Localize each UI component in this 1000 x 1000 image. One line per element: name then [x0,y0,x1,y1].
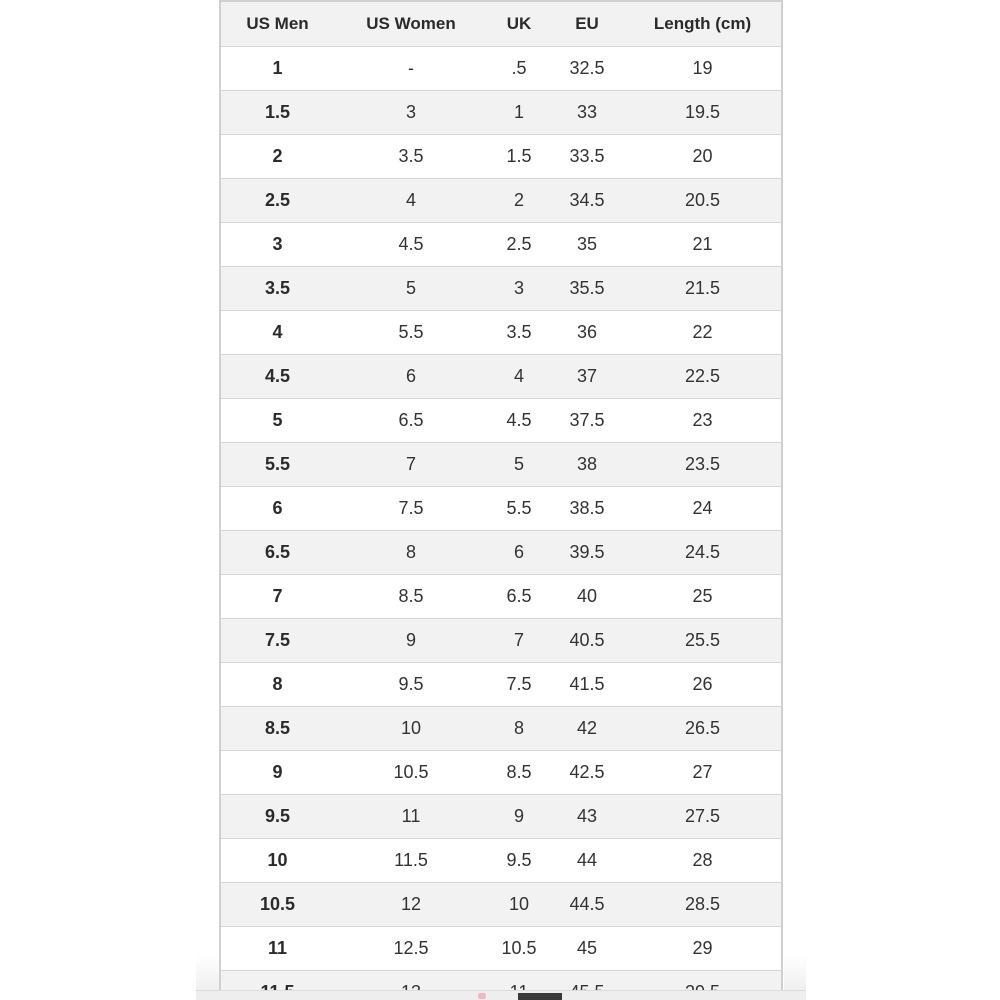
cell-us-men: 5 [221,399,334,443]
cell-us-men: 5.5 [221,443,334,487]
cell-us-men: 3 [221,223,334,267]
cell-length-cm: 24 [624,487,781,531]
cell-us-women: 7 [334,443,488,487]
table-row [221,443,781,487]
cell-length-cm: 22.5 [624,355,781,399]
toolbar-button-fragment [518,993,562,1000]
cell-length-cm: 29 [624,927,781,971]
cell-us-men: 10 [221,839,334,883]
cell-eu: 39.5 [550,531,624,575]
cell-length-cm: 20 [624,135,781,179]
table-body [221,47,781,1000]
cell-uk: 2 [488,179,550,223]
cell-eu: 42 [550,707,624,751]
table-row [221,575,781,619]
table-row [221,91,781,135]
cell-us-women: 10.5 [334,751,488,795]
table-row [221,883,781,927]
table-row [221,47,781,91]
cell-us-women: 12.5 [334,927,488,971]
cell-eu: 40.5 [550,619,624,663]
cell-length-cm: 27 [624,751,781,795]
table-row [221,619,781,663]
cell-eu: 41.5 [550,663,624,707]
cell-eu: 44 [550,839,624,883]
table-row [221,795,781,839]
cell-eu: 38 [550,443,624,487]
table-row [221,531,781,575]
cell-us-women: 9 [334,619,488,663]
cell-length-cm: 25 [624,575,781,619]
cell-eu: 36 [550,311,624,355]
cell-us-men: 6 [221,487,334,531]
cell-uk: 10 [488,883,550,927]
cell-uk: 10.5 [488,927,550,971]
cell-us-men: 11 [221,927,334,971]
cell-us-women: 4 [334,179,488,223]
cell-us-men: 1.5 [221,91,334,135]
cell-us-women: 4.5 [334,223,488,267]
cell-us-men: 8 [221,663,334,707]
table-row [221,399,781,443]
cell-us-men: 7.5 [221,619,334,663]
cell-us-men: 1 [221,47,334,91]
table-row [221,839,781,883]
cell-eu: 32.5 [550,47,624,91]
cell-us-men: 2.5 [221,179,334,223]
header-uk: UK [488,1,550,47]
size-chart [219,0,783,1000]
cell-uk: 9.5 [488,839,550,883]
cell-us-men: 2 [221,135,334,179]
cell-eu: 40 [550,575,624,619]
cell-eu: 37 [550,355,624,399]
cell-length-cm: 25.5 [624,619,781,663]
cell-length-cm: 28 [624,839,781,883]
cell-eu: 35 [550,223,624,267]
cell-us-men: 8.5 [221,707,334,751]
table-row [221,223,781,267]
header-row [221,1,781,47]
cell-eu: 42.5 [550,751,624,795]
cell-uk: 3 [488,267,550,311]
cell-us-women: 11 [334,795,488,839]
cell-uk: 2.5 [488,223,550,267]
table-row [221,311,781,355]
size-table [221,0,781,1000]
cell-uk: 4.5 [488,399,550,443]
cell-length-cm: 26 [624,663,781,707]
cell-us-women: 3 [334,91,488,135]
cell-us-women: 10 [334,707,488,751]
table-row [221,927,781,971]
table-row [221,355,781,399]
table-row [221,751,781,795]
cell-eu: 45 [550,927,624,971]
cell-length-cm: 22 [624,311,781,355]
table-row [221,135,781,179]
cell-length-cm: 19 [624,47,781,91]
cell-length-cm: 23 [624,399,781,443]
cell-uk: 7.5 [488,663,550,707]
cell-length-cm: 23.5 [624,443,781,487]
cell-us-men: 4.5 [221,355,334,399]
cell-eu: 34.5 [550,179,624,223]
table-row [221,487,781,531]
bottom-toolbar-edge [196,990,806,1000]
cell-eu: 35.5 [550,267,624,311]
cell-uk: 7 [488,619,550,663]
cell-uk: 5 [488,443,550,487]
cell-us-women: 5.5 [334,311,488,355]
cell-length-cm: 21.5 [624,267,781,311]
cell-us-women: - [334,47,488,91]
cell-us-women: 9.5 [334,663,488,707]
header-us-men: US Men [221,1,334,47]
cell-uk: 4 [488,355,550,399]
cell-length-cm: 24.5 [624,531,781,575]
cell-us-men: 4 [221,311,334,355]
cell-uk: 1.5 [488,135,550,179]
cell-us-men: 6.5 [221,531,334,575]
cell-eu: 37.5 [550,399,624,443]
table-row [221,663,781,707]
cell-eu: 43 [550,795,624,839]
cell-us-women: 11.5 [334,839,488,883]
cell-us-women: 6.5 [334,399,488,443]
cell-uk: 9 [488,795,550,839]
cell-length-cm: 28.5 [624,883,781,927]
cell-eu: 33.5 [550,135,624,179]
table-row [221,179,781,223]
header-length-cm: Length (cm) [624,1,781,47]
cell-eu: 33 [550,91,624,135]
cell-length-cm: 19.5 [624,91,781,135]
cell-length-cm: 20.5 [624,179,781,223]
cell-us-men: 10.5 [221,883,334,927]
cell-us-women: 3.5 [334,135,488,179]
cell-us-women: 6 [334,355,488,399]
cell-uk: .5 [488,47,550,91]
cell-uk: 6.5 [488,575,550,619]
cell-us-women: 8 [334,531,488,575]
cell-us-men: 9 [221,751,334,795]
cell-us-women: 12 [334,883,488,927]
cell-uk: 5.5 [488,487,550,531]
cell-us-men: 7 [221,575,334,619]
toolbar-icon-fragment [478,993,486,999]
cell-uk: 8.5 [488,751,550,795]
cell-eu: 38.5 [550,487,624,531]
table-row [221,267,781,311]
cell-us-men: 3.5 [221,267,334,311]
cell-length-cm: 27.5 [624,795,781,839]
cell-uk: 8 [488,707,550,751]
cell-length-cm: 26.5 [624,707,781,751]
cell-us-women: 5 [334,267,488,311]
cell-us-women: 8.5 [334,575,488,619]
cell-us-women: 7.5 [334,487,488,531]
cell-eu: 44.5 [550,883,624,927]
cell-us-men: 9.5 [221,795,334,839]
cell-length-cm: 21 [624,223,781,267]
header-us-women: US Women [334,1,488,47]
header-eu: EU [550,1,624,47]
cell-uk: 1 [488,91,550,135]
table-row [221,707,781,751]
cell-uk: 3.5 [488,311,550,355]
cell-uk: 6 [488,531,550,575]
